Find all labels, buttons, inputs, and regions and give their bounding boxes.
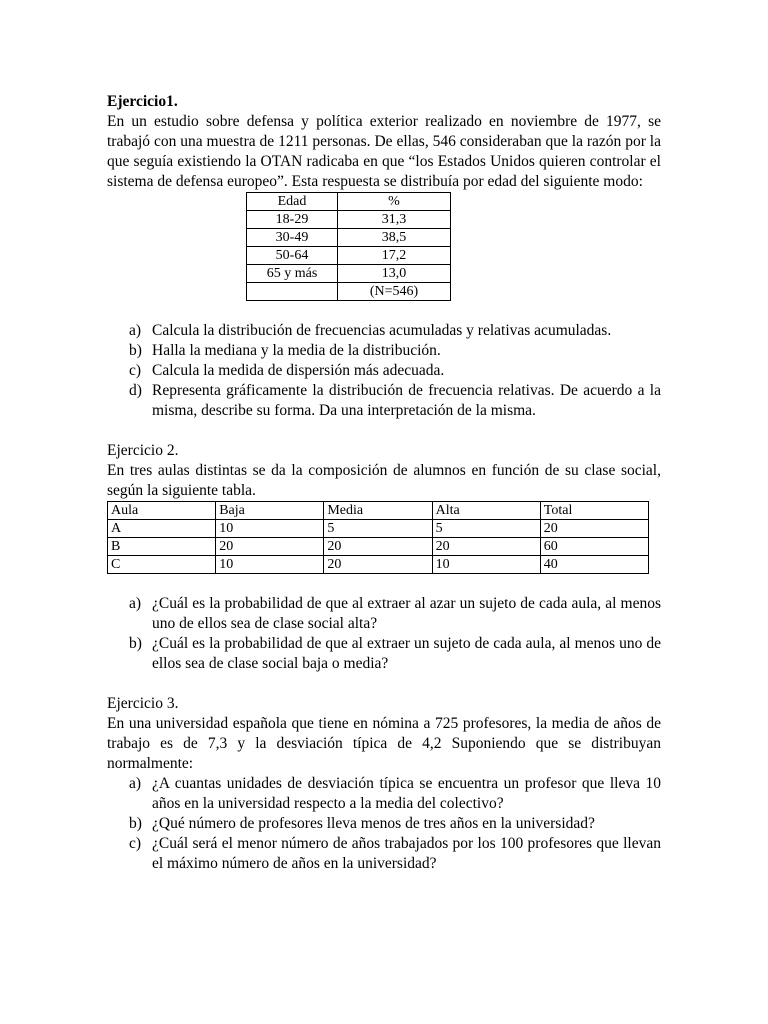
table-row [247, 283, 451, 301]
question-text: ¿Cuál es la probabilidad de que al extraer al azar un sujeto de cada aula, al menos uno de ellos sea de clase social alta? [152, 595, 661, 632]
table-cell: 60 [540, 538, 648, 556]
table-cell: A [108, 520, 216, 538]
table-cell: 50-64 [247, 247, 338, 265]
table-header-row [247, 193, 451, 211]
table-cell: 5 [324, 520, 432, 538]
list-item [107, 361, 661, 381]
table-cell: 13,0 [338, 265, 451, 283]
table-row [247, 229, 451, 247]
table-cell: C [108, 556, 216, 574]
table-header-cell: Baja [216, 502, 324, 520]
question-text: ¿Qué número de profesores lleva menos de tres años en la universidad? [152, 815, 595, 832]
table-cell: 31,3 [338, 211, 451, 229]
ex1-question-list [107, 321, 661, 421]
table-cell: 5 [432, 520, 540, 538]
table-cell: 20 [432, 538, 540, 556]
question-text: Representa gráficamente la distribución de frecuencia relativas. De acuerdo a la misma, describe su forma. Da una interpretación de la misma. [152, 382, 661, 419]
ex1-intro: En un estudio sobre defensa y política exterior realizado en noviembre de 1977, se trabajó con una muestra de 1211 personas. De ellas, 546 consideraban que la razón por la que seguía existiendo la OTAN radicaba en que “los Estados Unidos quieren controlar el sistema de defensa europeo”. Esta respuesta se distribuía por edad del siguiente modo: [107, 113, 661, 190]
list-marker: a) [129, 775, 142, 792]
ex2-question-list [107, 594, 661, 674]
spacer [107, 301, 661, 321]
table-header-cell: Total [540, 502, 648, 520]
list-marker: b) [129, 635, 142, 652]
list-marker: b) [129, 342, 142, 359]
table-header-row [108, 502, 649, 520]
list-item [107, 381, 661, 421]
table-header-cell: Alta [432, 502, 540, 520]
class-composition-table [107, 501, 649, 574]
age-distribution-table [246, 192, 451, 301]
table-cell: B [108, 538, 216, 556]
ex1-title: Ejercicio1. [107, 93, 178, 110]
table-cell: 10 [216, 520, 324, 538]
ex3-intro: En una universidad española que tiene en nómina a 725 profesores, la media de años de trabajo es de 7,3 y la desviación típica de 4,2 Suponiendo que se distribuyan normalmente: [107, 715, 661, 772]
table-header-cell: Aula [108, 502, 216, 520]
question-text: ¿Cuál es la probabilidad de que al extraer un sujeto de cada aula, al menos uno de ellos sea de clase social baja o media? [152, 635, 661, 672]
table-row [108, 520, 649, 538]
ex3-question-list [107, 774, 661, 874]
question-text: Halla la mediana y la media de la distribución. [152, 342, 441, 359]
table-row [247, 265, 451, 283]
table-cell: 20 [324, 556, 432, 574]
table-cell: 18-29 [247, 211, 338, 229]
table-row [108, 556, 649, 574]
ex2-title: Ejercicio 2. [107, 442, 179, 459]
table-cell: 20 [216, 538, 324, 556]
table-cell [247, 283, 338, 301]
table-row [247, 211, 451, 229]
table-cell: 40 [540, 556, 648, 574]
list-item [107, 814, 661, 834]
list-marker: b) [129, 815, 142, 832]
table-row [247, 247, 451, 265]
table-cell: 20 [540, 520, 648, 538]
question-text: ¿Cuál será el menor número de años trabajados por los 100 profesores que llevan el máximo número de años en la universidad? [152, 835, 661, 872]
list-item [107, 321, 661, 341]
question-text: Calcula la distribución de frecuencias acumuladas y relativas acumuladas. [152, 322, 612, 339]
spacer [107, 574, 661, 594]
list-item [107, 834, 661, 874]
table-cell: (N=546) [338, 283, 451, 301]
list-marker: c) [129, 362, 142, 379]
list-marker: d) [129, 382, 142, 399]
list-item [107, 774, 661, 814]
table-header-cell: % [338, 193, 451, 211]
ex2-intro: En tres aulas distintas se da la composición de alumnos en función de su clase social, según la siguiente tabla. [107, 462, 661, 499]
table-cell: 17,2 [338, 247, 451, 265]
table-cell: 20 [324, 538, 432, 556]
table-row [108, 538, 649, 556]
spacer [107, 674, 661, 694]
spacer [107, 421, 661, 441]
ex3-title: Ejercicio 3. [107, 695, 179, 712]
question-text: Calcula la medida de dispersión más adecuada. [152, 362, 445, 379]
table-cell: 30-49 [247, 229, 338, 247]
question-text: ¿A cuantas unidades de desviación típica se encuentra un profesor que lleva 10 años en la universidad respecto a la media del colectivo? [152, 775, 661, 812]
table-header-cell: Media [324, 502, 432, 520]
list-marker: a) [129, 595, 142, 612]
list-marker: c) [129, 835, 142, 852]
document-page [107, 92, 661, 874]
list-marker: a) [129, 322, 142, 339]
table-header-cell: Edad [247, 193, 338, 211]
list-item [107, 341, 661, 361]
list-item [107, 594, 661, 634]
table-cell: 38,5 [338, 229, 451, 247]
table-cell: 65 y más [247, 265, 338, 283]
table-cell: 10 [432, 556, 540, 574]
list-item [107, 634, 661, 674]
table-cell: 10 [216, 556, 324, 574]
